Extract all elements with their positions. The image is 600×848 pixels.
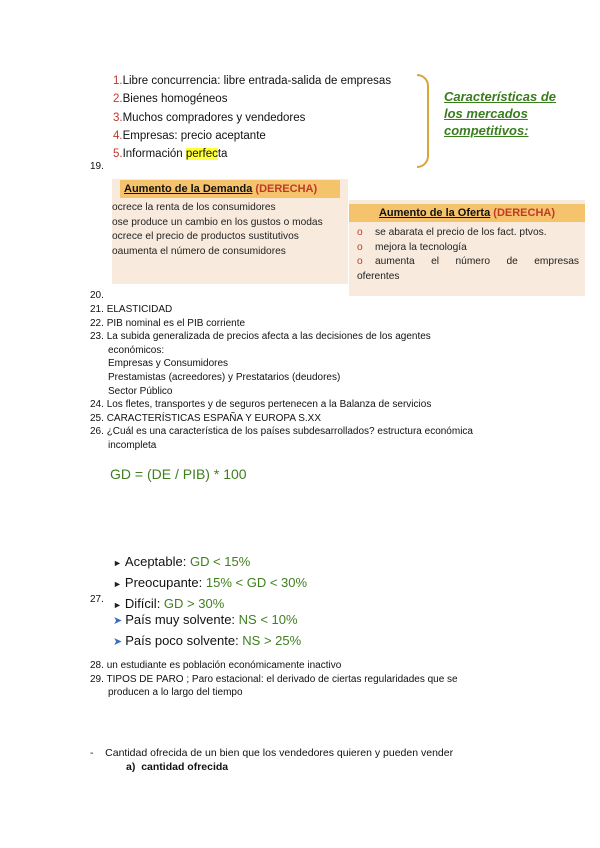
- list-item: - Cantidad ofrecida de un bien que los vendedores quieren y pueden vender: [90, 747, 454, 759]
- arrow-bullet-icon: ➤: [113, 615, 123, 627]
- list-item: 4.Empresas: precio aceptante: [113, 129, 266, 142]
- list-item: ➤ País poco solvente: NS > 25%: [113, 633, 302, 648]
- triangle-bullet-icon: ►: [113, 558, 122, 568]
- list-item-cont: económicos:: [108, 344, 165, 356]
- list-item: ► Difícil: GD > 30%: [113, 596, 225, 611]
- sub-item: a) cantidad ofrecida: [126, 761, 229, 773]
- list-item: 23. La subida generalizada de precios afecta a las decisiones de los agentes: [90, 331, 431, 343]
- offer-items: [357, 226, 579, 284]
- list-item-cont: Prestamistas (acreedores) y Prestatarios (deudores): [108, 371, 341, 383]
- arrow-bullet-icon: ➤: [113, 636, 123, 648]
- item-number: 19.: [90, 161, 104, 172]
- list-item-cont: oferentes: [357, 270, 400, 282]
- list-item-cont: producen a lo largo del tiempo: [108, 687, 243, 699]
- gd-thresholds: [113, 552, 307, 615]
- numbered-list: [90, 303, 473, 453]
- characteristics-title: Características de los mercados competitivos:: [444, 89, 557, 138]
- list-item: 29. TIPOS DE PARO ; Paro estacional: el derivado de ciertas regularidades que se: [90, 673, 458, 685]
- list-item: oaumenta el número de consumidores: [112, 245, 286, 257]
- list-item: 2.Bienes homogéneos: [113, 93, 228, 106]
- list-item: ocrece la renta de los consumidores: [112, 202, 276, 213]
- list-item: ocrece el precio de productos sustitutivos: [112, 231, 299, 242]
- item-number: 20.: [90, 290, 104, 301]
- list-item: ➤ País muy solvente: NS < 10%: [113, 612, 298, 627]
- triangle-bullet-icon: ►: [113, 579, 122, 589]
- formula: GD = (DE / PIB) * 100: [110, 466, 247, 482]
- quantity-offered: [90, 746, 453, 774]
- highlight: perfec: [185, 148, 218, 161]
- demand-box: [112, 179, 348, 284]
- list-item: 5.Información perfecta: [113, 148, 228, 161]
- list-item: o mejora la tecnología: [357, 241, 467, 253]
- list-item: 3.Muchos compradores y vendedores: [113, 111, 306, 124]
- list-item: 28. un estudiante es población económicamente inactivo: [90, 660, 342, 671]
- list-item-cont: Sector Público: [108, 385, 173, 397]
- ns-thresholds: [113, 610, 301, 652]
- list-item: 25. CARACTERÍSTICAS ESPAÑA Y EUROPA S.XX: [90, 412, 322, 424]
- demand-header: Aumento de la Demanda (DERECHA): [120, 180, 340, 198]
- list-item-cont: Empresas y Consumidores: [108, 358, 229, 370]
- list-item: ose produce un cambio en los gustos o modas: [112, 216, 323, 228]
- list-item-cont: incompleta: [108, 439, 157, 451]
- numbered-list: [90, 659, 458, 700]
- list-item: 1.Libre concurrencia: libre entrada-salida de empresas: [113, 75, 392, 87]
- triangle-bullet-icon: ►: [113, 600, 122, 610]
- characteristics-list: [113, 72, 391, 163]
- item-number: 27.: [90, 594, 104, 605]
- list-item: o aumenta el número de empresas: [357, 256, 579, 267]
- list-item: 22. PIB nominal es el PIB corriente: [90, 317, 246, 329]
- offer-header: Aumento de la Oferta (DERECHA): [349, 204, 585, 222]
- list-item: ► Preocupante: 15% < GD < 30%: [113, 575, 308, 590]
- list-item: o se abarata el precio de los fact. ptvos.: [357, 227, 547, 238]
- offer-box: [349, 200, 585, 296]
- list-item: 26. ¿Cuál es una característica de los países subdesarrollados? estructura económica: [90, 426, 473, 438]
- brace: [417, 74, 429, 168]
- list-item: ► Aceptable: GD < 15%: [113, 554, 251, 569]
- demand-items: [112, 201, 342, 259]
- list-item: 21. ELASTICIDAD: [90, 304, 173, 315]
- list-item: 24. Los fletes, transportes y de seguros pertenecen a la Balanza de servicios: [90, 399, 432, 411]
